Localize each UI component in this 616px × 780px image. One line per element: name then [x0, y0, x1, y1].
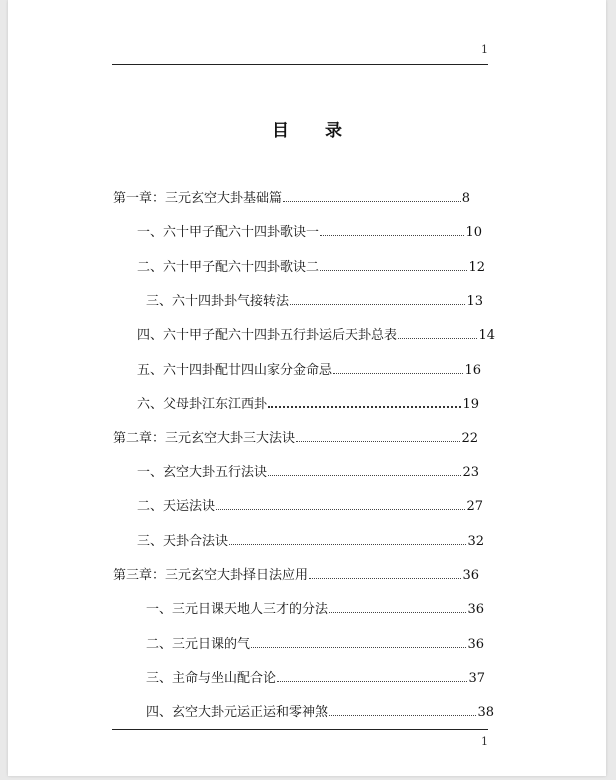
toc-entry-label: 二、天运法诀	[137, 499, 216, 514]
toc-entry-page: 36	[467, 602, 484, 617]
toc-entry[interactable]	[137, 221, 482, 240]
toc-entry-label: 二、六十甲子配六十四卦歌诀二	[137, 260, 320, 275]
toc-title-part2: 录	[325, 121, 342, 141]
toc-entry-page: 36	[462, 568, 479, 583]
toc-entry-label: 三、六十四卦卦气接转法	[146, 294, 290, 309]
toc-entry[interactable]	[137, 461, 479, 480]
toc-entry-page: 23	[462, 465, 479, 480]
toc-entry-label: 一、玄空大卦五行法诀	[137, 465, 268, 480]
toc-entry[interactable]	[146, 701, 494, 720]
toc-entry[interactable]	[137, 256, 485, 275]
toc-entry-page: 38	[477, 705, 494, 720]
header-page-number: 1	[481, 43, 488, 56]
toc-entry-label: 第一章：三元玄空大卦基础篇	[113, 191, 283, 206]
document-page	[8, 0, 606, 776]
toc-entry-label: 四、玄空大卦元运正运和零神煞	[146, 705, 329, 720]
toc-entry-page: 32	[467, 534, 484, 549]
toc-entry-label: 六、父母卦江东江西卦	[137, 397, 268, 412]
toc-entry-label: 第二章：三元玄空大卦三大法诀	[113, 431, 296, 446]
toc-entry-label: 一、三元日课天地人三才的分法	[146, 602, 329, 617]
toc-entry-label: 四、六十甲子配六十四卦五行卦运后天卦总表	[137, 328, 398, 343]
toc-entry[interactable]	[137, 530, 484, 549]
toc-entry[interactable]	[113, 564, 479, 583]
toc-entry-label: 第三章：三元玄空大卦择日法应用	[113, 568, 309, 583]
toc-entry-label: 三、主命与坐山配合论	[146, 671, 277, 686]
toc-entry-label: 二、三元日课的气	[146, 637, 251, 652]
toc-entry-page: 27	[466, 499, 483, 514]
toc-entry-page: 37	[468, 671, 485, 686]
toc-entry-page: 16	[464, 363, 481, 378]
toc-entry-page: 8	[461, 191, 470, 206]
toc-entry[interactable]	[137, 324, 495, 343]
toc-entry[interactable]	[146, 667, 485, 686]
toc-title-part1: 目	[272, 121, 289, 141]
toc-entry-page: 13	[466, 294, 483, 309]
toc-entry[interactable]	[137, 359, 481, 378]
toc-entry-page: 22	[461, 431, 478, 446]
toc-entry-page: 10	[465, 225, 482, 240]
toc-entry-label: 一、六十甲子配六十四卦歌诀一	[137, 225, 320, 240]
toc-entry-label: 五、六十四卦配廿四山家分金命忌	[137, 363, 333, 378]
toc-entry[interactable]	[146, 633, 484, 652]
toc-entry-page: 36	[467, 637, 484, 652]
toc-entry[interactable]	[137, 393, 479, 412]
toc-entry[interactable]	[113, 187, 470, 206]
toc-entry-label: 三、天卦合法诀	[137, 534, 229, 549]
toc-entry-page: 12	[468, 260, 485, 275]
toc-entry[interactable]	[137, 495, 483, 514]
toc-entry-page: 14	[478, 328, 495, 343]
toc-entry[interactable]	[146, 290, 483, 309]
table-of-contents	[8, 0, 606, 776]
footer-rule	[112, 729, 488, 730]
toc-entry-page: 19	[462, 397, 479, 412]
toc-entry[interactable]	[146, 598, 484, 617]
toc-entry[interactable]	[113, 427, 478, 446]
footer-page-number: 1	[481, 735, 488, 748]
